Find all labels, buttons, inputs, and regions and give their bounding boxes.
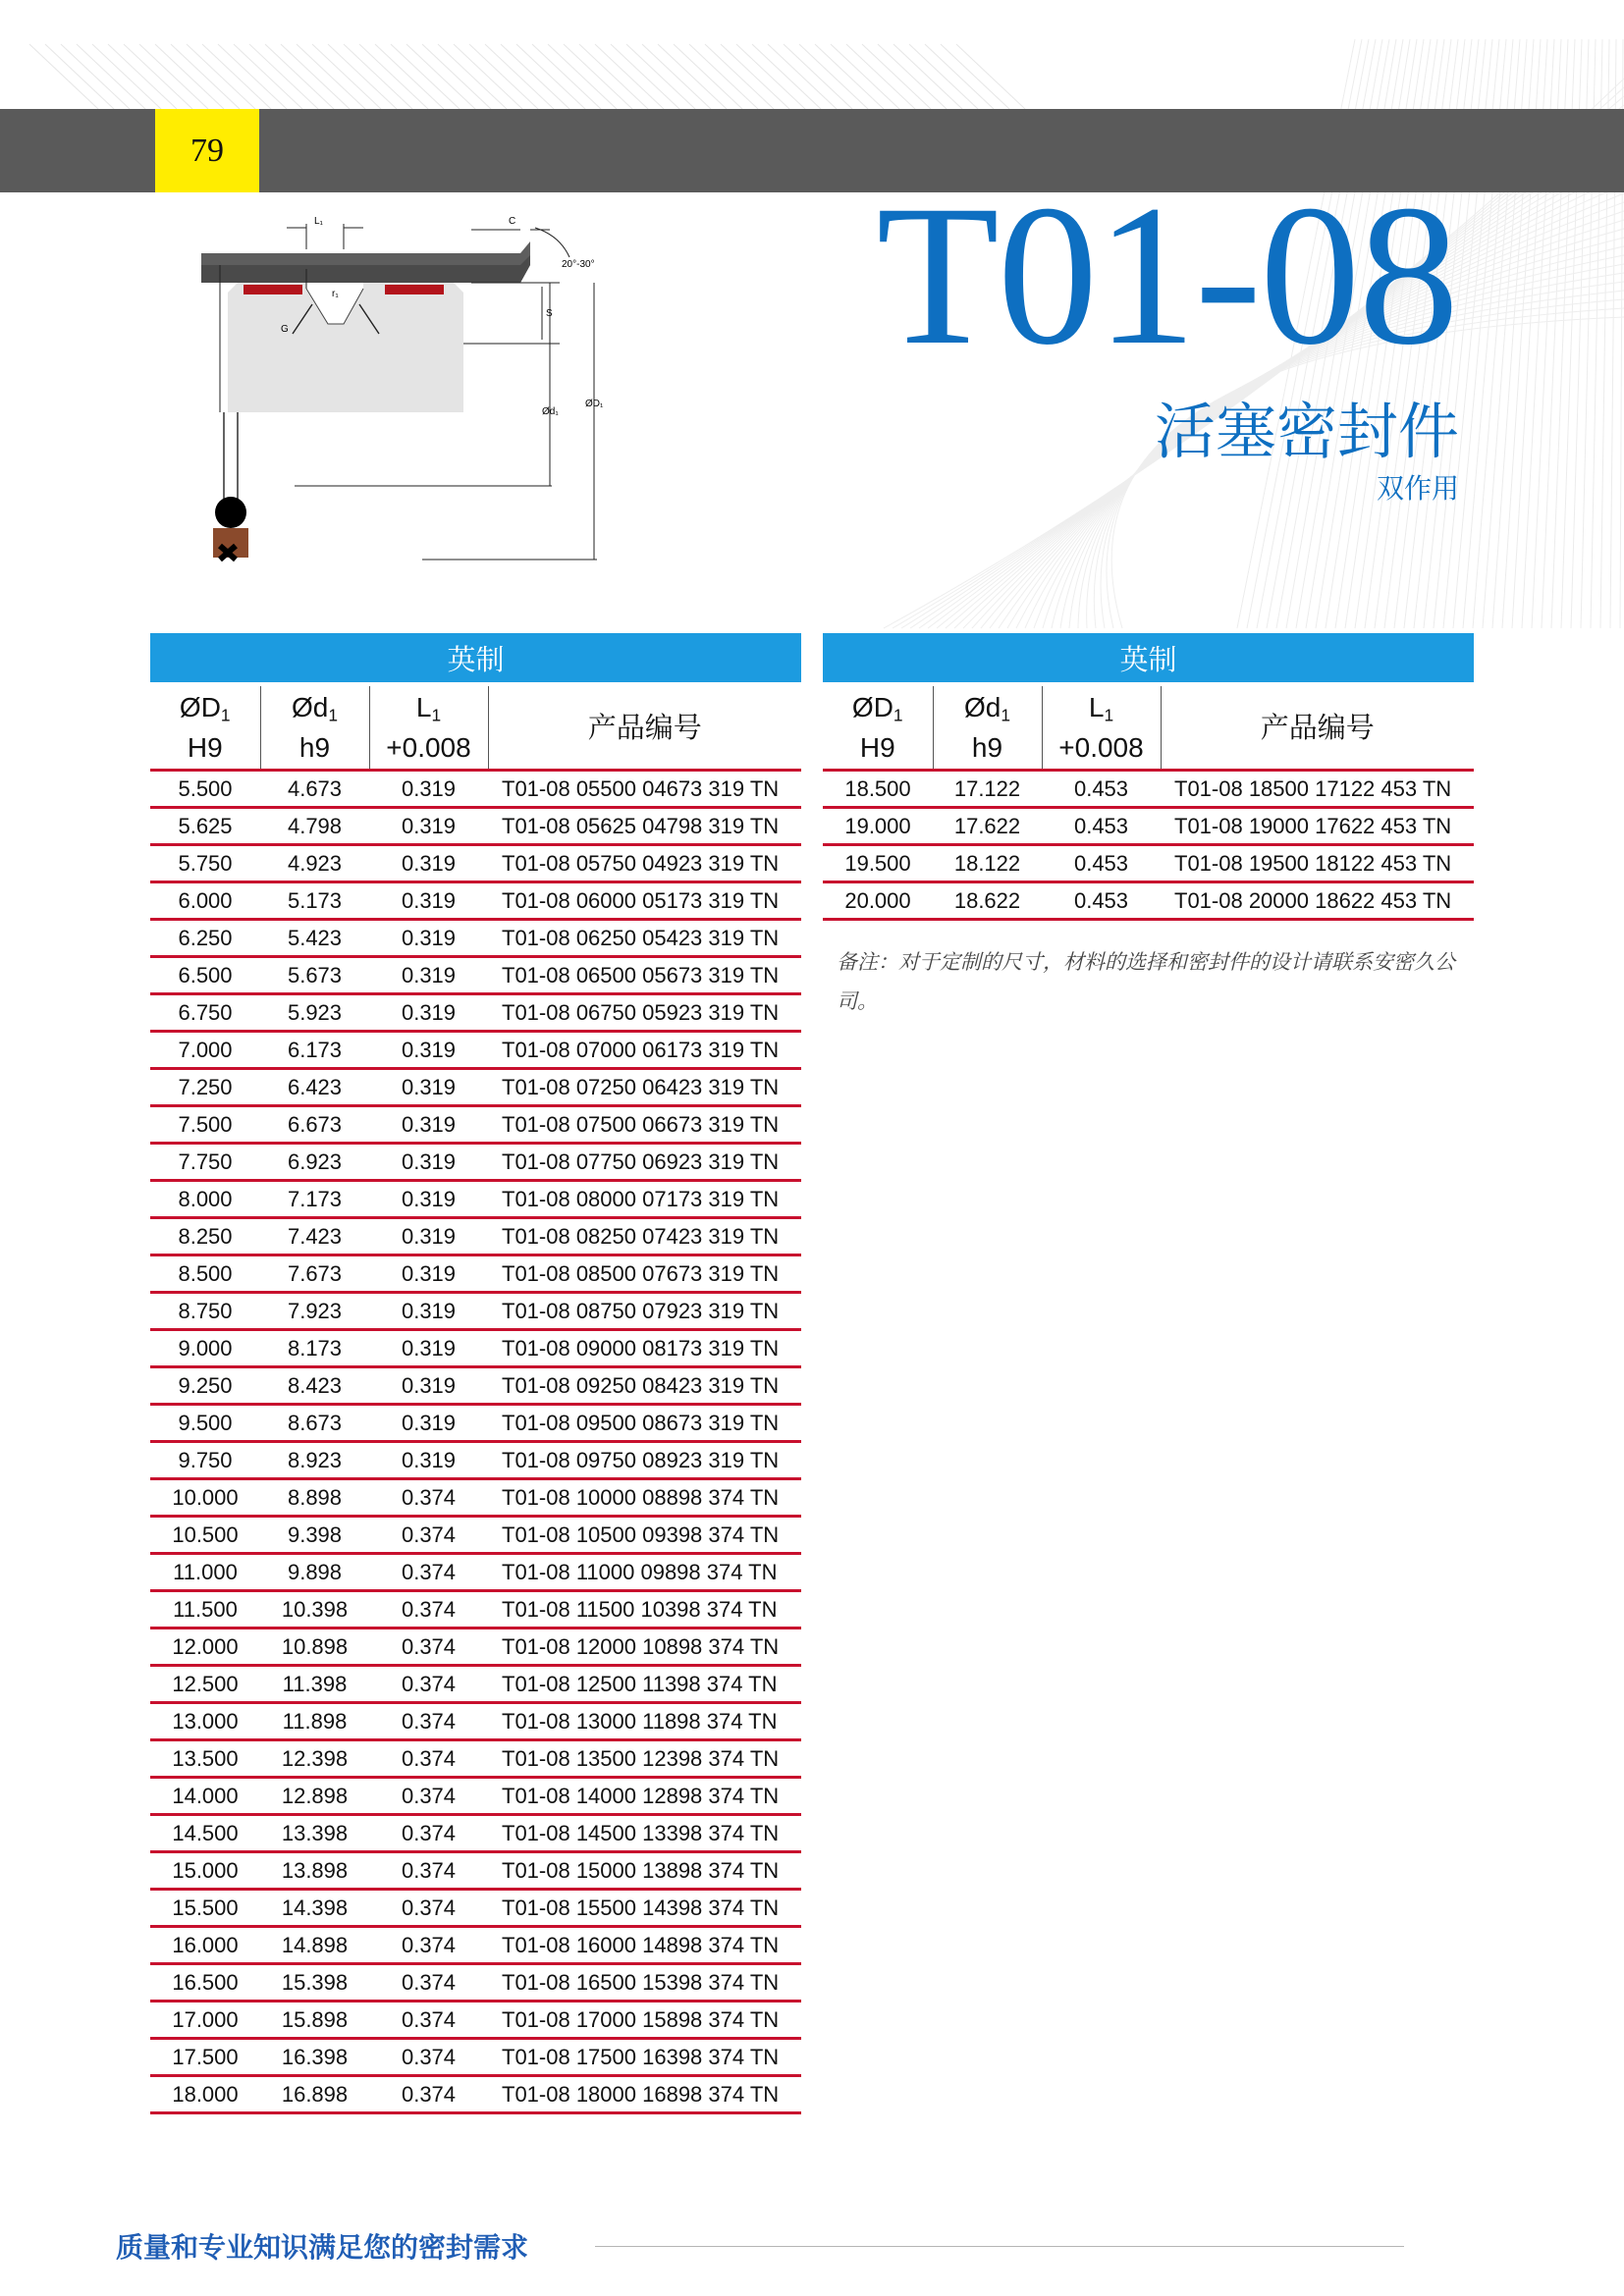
col-header-part-number: 产品编号 <box>488 684 801 771</box>
cell-D1: 8.000 <box>150 1181 260 1218</box>
cell-L1: 0.374 <box>369 1666 488 1703</box>
cell-L1: 0.319 <box>369 957 488 994</box>
cell-d1: 8.673 <box>260 1405 369 1442</box>
cell-L1: 0.374 <box>369 2076 488 2113</box>
cell-L1: 0.374 <box>369 1815 488 1852</box>
cell-D1: 7.250 <box>150 1069 260 1106</box>
table-row <box>150 2039 801 2076</box>
table-row <box>823 882 1474 920</box>
cell-d1: 6.923 <box>260 1144 369 1181</box>
table-row <box>150 1815 801 1852</box>
cell-D1: 13.000 <box>150 1703 260 1740</box>
table-row <box>150 1442 801 1479</box>
cell-part-number: T01-08 13500 12398 374 TN <box>488 1740 801 1778</box>
col-header-D1: $ØD_1$ H9 <box>150 684 260 771</box>
table-row <box>150 808 801 845</box>
cell-L1: 0.453 <box>1042 845 1161 882</box>
cell-part-number: T01-08 20000 18622 453 TN <box>1161 882 1474 920</box>
label-c: C <box>509 216 516 227</box>
cell-D1: 7.500 <box>150 1106 260 1144</box>
cell-d1: 5.173 <box>260 882 369 920</box>
table-row <box>150 1778 801 1815</box>
table-heading: 英制 <box>823 633 1474 684</box>
size-table-left <box>150 633 801 2114</box>
cell-part-number: T01-08 09250 08423 319 TN <box>488 1367 801 1405</box>
cell-d1: 10.898 <box>260 1629 369 1666</box>
cell-part-number: T01-08 13000 11898 374 TN <box>488 1703 801 1740</box>
cell-L1: 0.374 <box>369 1778 488 1815</box>
product-title: T01-08 <box>876 164 1457 387</box>
cell-d1: 7.173 <box>260 1181 369 1218</box>
cell-part-number: T01-08 18500 17122 453 TN <box>1161 771 1474 808</box>
cell-D1: 11.000 <box>150 1554 260 1591</box>
cell-D1: 6.750 <box>150 994 260 1032</box>
cell-D1: 9.500 <box>150 1405 260 1442</box>
cell-part-number: T01-08 06500 05673 319 TN <box>488 957 801 994</box>
cell-D1: 18.500 <box>823 771 933 808</box>
table-row <box>150 1218 801 1255</box>
cell-D1: 7.750 <box>150 1144 260 1181</box>
label-angle: 20°-30° <box>562 259 595 270</box>
cell-D1: 6.500 <box>150 957 260 994</box>
cell-L1: 0.374 <box>369 2002 488 2039</box>
cell-L1: 0.319 <box>369 1255 488 1293</box>
table-row <box>150 771 801 808</box>
cell-L1: 0.319 <box>369 771 488 808</box>
table-row <box>150 1330 801 1367</box>
cell-D1: 17.500 <box>150 2039 260 2076</box>
cell-part-number: T01-08 17500 16398 374 TN <box>488 2039 801 2076</box>
cell-D1: 14.500 <box>150 1815 260 1852</box>
cell-D1: 20.000 <box>823 882 933 920</box>
label-g: G <box>281 324 289 335</box>
cell-L1: 0.374 <box>369 1479 488 1517</box>
cell-d1: 11.398 <box>260 1666 369 1703</box>
table-row <box>150 1255 801 1293</box>
product-type: 双作用 <box>1376 472 1459 505</box>
cell-D1: 15.500 <box>150 1890 260 1927</box>
cell-L1: 0.319 <box>369 1218 488 1255</box>
cell-d1: 10.398 <box>260 1591 369 1629</box>
cell-L1: 0.319 <box>369 1442 488 1479</box>
table-row <box>150 1106 801 1144</box>
cell-L1: 0.374 <box>369 1927 488 1964</box>
table-row <box>150 1032 801 1069</box>
cell-d1: 6.173 <box>260 1032 369 1069</box>
cell-part-number: T01-08 09750 08923 319 TN <box>488 1442 801 1479</box>
cell-part-number: T01-08 06750 05923 319 TN <box>488 994 801 1032</box>
cell-L1: 0.319 <box>369 1069 488 1106</box>
cell-d1: 9.898 <box>260 1554 369 1591</box>
cell-D1: 10.000 <box>150 1479 260 1517</box>
cell-part-number: T01-08 09500 08673 319 TN <box>488 1405 801 1442</box>
col-header-D1: $ØD_1$ H9 <box>823 684 933 771</box>
cell-d1: 7.673 <box>260 1255 369 1293</box>
cell-part-number: T01-08 19000 17622 453 TN <box>1161 808 1474 845</box>
cell-L1: 0.374 <box>369 1554 488 1591</box>
cell-d1: 4.673 <box>260 771 369 808</box>
table-row <box>150 1890 801 1927</box>
cell-part-number: T01-08 10000 08898 374 TN <box>488 1479 801 1517</box>
cell-part-number: T01-08 08250 07423 319 TN <box>488 1218 801 1255</box>
table-row <box>150 1405 801 1442</box>
table-row <box>823 808 1474 845</box>
cell-L1: 0.319 <box>369 1106 488 1144</box>
cell-part-number: T01-08 06000 05173 319 TN <box>488 882 801 920</box>
cell-L1: 0.319 <box>369 1405 488 1442</box>
cell-D1: 8.750 <box>150 1293 260 1330</box>
table-row <box>150 994 801 1032</box>
table-row <box>150 1069 801 1106</box>
cell-L1: 0.319 <box>369 808 488 845</box>
cell-L1: 0.453 <box>1042 882 1161 920</box>
cell-d1: 8.923 <box>260 1442 369 1479</box>
cell-part-number: T01-08 09000 08173 319 TN <box>488 1330 801 1367</box>
cell-d1: 8.898 <box>260 1479 369 1517</box>
cell-d1: 5.673 <box>260 957 369 994</box>
cell-d1: 18.622 <box>933 882 1042 920</box>
cell-d1: 6.673 <box>260 1106 369 1144</box>
cell-d1: 15.398 <box>260 1964 369 2002</box>
cell-part-number: T01-08 06250 05423 319 TN <box>488 920 801 957</box>
cell-D1: 5.750 <box>150 845 260 882</box>
cell-L1: 0.374 <box>369 2039 488 2076</box>
table-row <box>150 920 801 957</box>
cell-L1: 0.374 <box>369 1740 488 1778</box>
cell-part-number: T01-08 07250 06423 319 TN <box>488 1069 801 1106</box>
cell-D1: 18.000 <box>150 2076 260 2113</box>
table-row <box>150 1591 801 1629</box>
cell-part-number: T01-08 12500 11398 374 TN <box>488 1666 801 1703</box>
cell-L1: 0.319 <box>369 882 488 920</box>
cell-d1: 18.122 <box>933 845 1042 882</box>
table-row <box>150 1629 801 1666</box>
table-row <box>150 957 801 994</box>
table-row <box>150 1740 801 1778</box>
cell-part-number: T01-08 15500 14398 374 TN <box>488 1890 801 1927</box>
cell-d1: 8.423 <box>260 1367 369 1405</box>
cell-d1: 7.423 <box>260 1218 369 1255</box>
col-header-d1: $Ød_1$ h9 <box>933 684 1042 771</box>
cell-part-number: T01-08 05500 04673 319 TN <box>488 771 801 808</box>
cell-D1: 9.750 <box>150 1442 260 1479</box>
cell-d1: 17.622 <box>933 808 1042 845</box>
table-row <box>150 1554 801 1591</box>
cell-D1: 5.500 <box>150 771 260 808</box>
cell-D1: 6.000 <box>150 882 260 920</box>
cell-L1: 0.374 <box>369 1517 488 1554</box>
cell-d1: 7.923 <box>260 1293 369 1330</box>
table-body-right <box>823 771 1474 920</box>
cell-d1: 12.898 <box>260 1778 369 1815</box>
table-row <box>150 845 801 882</box>
cell-d1: 8.173 <box>260 1330 369 1367</box>
page-number: 79 <box>155 109 259 192</box>
cell-d1: 11.898 <box>260 1703 369 1740</box>
table-row <box>150 1666 801 1703</box>
col-header-d1: $Ød_1$ h9 <box>260 684 369 771</box>
cell-L1: 0.319 <box>369 994 488 1032</box>
table-row <box>150 1964 801 2002</box>
cell-L1: 0.374 <box>369 1703 488 1740</box>
label-l1: L₁ <box>314 216 323 227</box>
cell-L1: 0.374 <box>369 1964 488 2002</box>
cell-d1: 16.898 <box>260 2076 369 2113</box>
cell-D1: 9.250 <box>150 1367 260 1405</box>
cell-part-number: T01-08 08000 07173 319 TN <box>488 1181 801 1218</box>
cell-D1: 8.250 <box>150 1218 260 1255</box>
cell-part-number: T01-08 16500 15398 374 TN <box>488 1964 801 2002</box>
cell-d1: 12.398 <box>260 1740 369 1778</box>
table-row <box>150 1367 801 1405</box>
cell-part-number: T01-08 14500 13398 374 TN <box>488 1815 801 1852</box>
cell-part-number: T01-08 16000 14898 374 TN <box>488 1927 801 1964</box>
cell-part-number: T01-08 08750 07923 319 TN <box>488 1293 801 1330</box>
cell-part-number: T01-08 11000 09898 374 TN <box>488 1554 801 1591</box>
cell-part-number: T01-08 12000 10898 374 TN <box>488 1629 801 1666</box>
cell-d1: 6.423 <box>260 1069 369 1106</box>
cell-D1: 8.500 <box>150 1255 260 1293</box>
cell-part-number: T01-08 07500 06673 319 TN <box>488 1106 801 1144</box>
table-row <box>823 845 1474 882</box>
product-subtitle: 活塞密封件 <box>1154 396 1459 467</box>
cell-L1: 0.319 <box>369 920 488 957</box>
label-s: S <box>546 308 553 319</box>
cell-part-number: T01-08 15000 13898 374 TN <box>488 1852 801 1890</box>
cell-D1: 16.500 <box>150 1964 260 2002</box>
col-header-L1: $L_1$ +0.008 <box>1042 684 1161 771</box>
custom-size-note: 备注：对于定制的尺寸，材料的选择和密封件的设计请联系安密久公司。 <box>837 950 1455 1013</box>
cell-L1: 0.453 <box>1042 771 1161 808</box>
cell-L1: 0.374 <box>369 1591 488 1629</box>
cell-part-number: T01-08 08500 07673 319 TN <box>488 1255 801 1293</box>
table-row <box>823 771 1474 808</box>
cell-D1: 15.000 <box>150 1852 260 1890</box>
table-row <box>150 1703 801 1740</box>
cell-d1: 13.898 <box>260 1852 369 1890</box>
table-row <box>150 1852 801 1890</box>
cell-L1: 0.453 <box>1042 808 1161 845</box>
cell-d1: 14.398 <box>260 1890 369 1927</box>
footer-divider <box>595 2246 1404 2247</box>
cell-D1: 19.000 <box>823 808 933 845</box>
footer-slogan: 质量和专业知识满足您的密封需求 <box>116 2231 529 2264</box>
cell-part-number: T01-08 10500 09398 374 TN <box>488 1517 801 1554</box>
cell-L1: 0.319 <box>369 1032 488 1069</box>
cell-D1: 9.000 <box>150 1330 260 1367</box>
cell-d1: 4.798 <box>260 808 369 845</box>
cell-D1: 13.500 <box>150 1740 260 1778</box>
col-header-part-number: 产品编号 <box>1161 684 1474 771</box>
cell-d1: 17.122 <box>933 771 1042 808</box>
table-row <box>150 1927 801 1964</box>
label-D1: ØD₁ <box>585 399 604 409</box>
cell-L1: 0.374 <box>369 1629 488 1666</box>
table-row <box>150 2002 801 2039</box>
cell-L1: 0.319 <box>369 1144 488 1181</box>
cell-part-number: T01-08 19500 18122 453 TN <box>1161 845 1474 882</box>
cell-L1: 0.374 <box>369 1852 488 1890</box>
cell-D1: 12.500 <box>150 1666 260 1703</box>
table-row <box>150 1293 801 1330</box>
label-d1: Ød₁ <box>542 406 559 417</box>
table-row <box>150 2076 801 2113</box>
cell-part-number: T01-08 14000 12898 374 TN <box>488 1778 801 1815</box>
cell-D1: 17.000 <box>150 2002 260 2039</box>
cell-part-number: T01-08 07000 06173 319 TN <box>488 1032 801 1069</box>
cell-d1: 9.398 <box>260 1517 369 1554</box>
cell-D1: 12.000 <box>150 1629 260 1666</box>
cell-part-number: T01-08 18000 16898 374 TN <box>488 2076 801 2113</box>
cell-D1: 10.500 <box>150 1517 260 1554</box>
seal-cross-section-diagram <box>196 206 628 579</box>
cell-part-number: T01-08 17000 15898 374 TN <box>488 2002 801 2039</box>
cell-d1: 4.923 <box>260 845 369 882</box>
cell-L1: 0.319 <box>369 1367 488 1405</box>
table-row <box>150 1181 801 1218</box>
col-header-L1: $L_1$ +0.008 <box>369 684 488 771</box>
cell-part-number: T01-08 05625 04798 319 TN <box>488 808 801 845</box>
cell-L1: 0.319 <box>369 1181 488 1218</box>
cell-D1: 5.625 <box>150 808 260 845</box>
size-table-right <box>823 633 1474 921</box>
cell-D1: 14.000 <box>150 1778 260 1815</box>
cell-L1: 0.319 <box>369 1293 488 1330</box>
cell-d1: 5.923 <box>260 994 369 1032</box>
cell-L1: 0.374 <box>369 1890 488 1927</box>
cell-d1: 5.423 <box>260 920 369 957</box>
cell-D1: 11.500 <box>150 1591 260 1629</box>
cell-part-number: T01-08 07750 06923 319 TN <box>488 1144 801 1181</box>
cell-D1: 6.250 <box>150 920 260 957</box>
cell-L1: 0.319 <box>369 1330 488 1367</box>
cell-part-number: T01-08 11500 10398 374 TN <box>488 1591 801 1629</box>
table-body-left <box>150 771 801 2113</box>
cell-D1: 19.500 <box>823 845 933 882</box>
label-r1: r₁ <box>332 289 339 299</box>
cell-d1: 15.898 <box>260 2002 369 2039</box>
table-row <box>150 1144 801 1181</box>
cell-part-number: T01-08 05750 04923 319 TN <box>488 845 801 882</box>
cell-d1: 13.398 <box>260 1815 369 1852</box>
cell-L1: 0.319 <box>369 845 488 882</box>
table-heading: 英制 <box>150 633 801 684</box>
table-row <box>150 1479 801 1517</box>
cell-D1: 7.000 <box>150 1032 260 1069</box>
table-row <box>150 1517 801 1554</box>
table-row <box>150 882 801 920</box>
cell-d1: 16.398 <box>260 2039 369 2076</box>
cell-d1: 14.898 <box>260 1927 369 1964</box>
cell-D1: 16.000 <box>150 1927 260 1964</box>
